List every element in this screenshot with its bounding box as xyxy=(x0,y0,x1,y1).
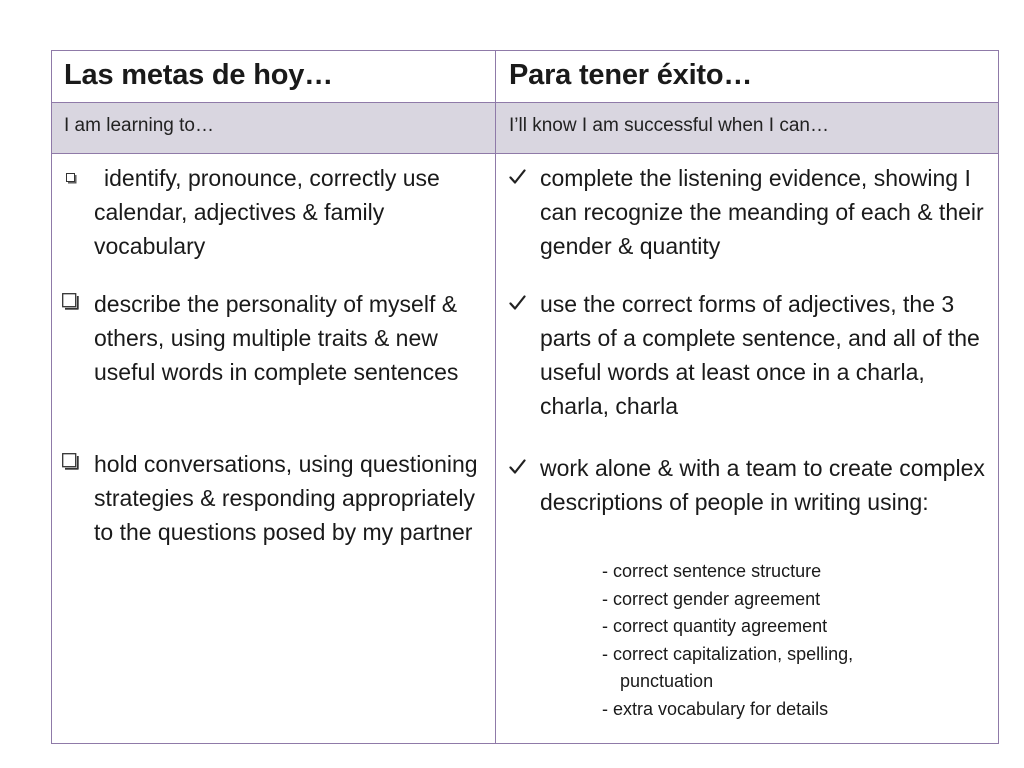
body-cell-goals xyxy=(52,154,495,743)
header-cell-goals xyxy=(52,51,495,102)
goal-item xyxy=(62,287,492,389)
header-success-title: Para tener éxito… xyxy=(509,59,753,91)
table-header-row xyxy=(52,51,998,103)
goal-text: describe the personality of myself & others, using multiple traits & new useful words in complete sentences xyxy=(94,291,459,385)
table-subheader-row xyxy=(52,103,998,154)
success-item xyxy=(509,451,989,519)
goal-item xyxy=(62,447,492,549)
goal-text: identify, pronounce, correctly use calendar, adjectives & family vocabulary xyxy=(94,165,440,259)
subheader-cell-success xyxy=(497,103,998,153)
success-item xyxy=(509,161,989,263)
checkmark-icon xyxy=(509,169,526,185)
criteria-item-continuation: punctuation xyxy=(620,671,714,691)
success-text: work alone & with a team to create complex descriptions of people in writing using: xyxy=(540,455,985,515)
criteria-item: - correct gender agreement xyxy=(602,588,821,609)
header-cell-success xyxy=(497,51,998,102)
writing-criteria-list xyxy=(602,558,853,723)
checkbox-icon xyxy=(62,293,79,310)
checkbox-small-icon xyxy=(66,173,77,184)
checkmark-icon xyxy=(509,459,526,475)
criteria-item: - correct sentence structure xyxy=(602,561,822,581)
column-divider-header xyxy=(495,51,496,154)
goal-item xyxy=(62,161,492,263)
success-item xyxy=(509,287,989,423)
checkmark-icon xyxy=(509,295,526,311)
checkbox-icon xyxy=(62,453,79,470)
subheader-cell-goals xyxy=(52,103,495,153)
header-goals-title: Las metas de hoy… xyxy=(64,59,333,91)
criteria-item: - correct capitalization, spelling, xyxy=(602,643,854,664)
subheader-success-label: I’ll know I am successful when I can… xyxy=(509,115,829,136)
criteria-item: - correct quantity agreement xyxy=(602,616,828,636)
subheader-learning-label: I am learning to… xyxy=(64,115,214,136)
column-divider xyxy=(495,154,496,743)
success-text: complete the listening evidence, showing I can recognize the meanding of each & their gender & quantity xyxy=(540,165,984,259)
criteria-item: - extra vocabulary for details xyxy=(602,698,829,719)
body-cell-success xyxy=(497,154,998,743)
table-body-row xyxy=(52,154,998,743)
success-text: use the correct forms of adjectives, the 3 parts of a complete sentence, and all of the useful words at least once in a charla, charla, charla xyxy=(540,291,980,419)
goal-text: hold conversations, using questioning strategies & responding appropriately to the questions posed by my partner xyxy=(94,451,478,545)
goals-table xyxy=(51,50,999,744)
